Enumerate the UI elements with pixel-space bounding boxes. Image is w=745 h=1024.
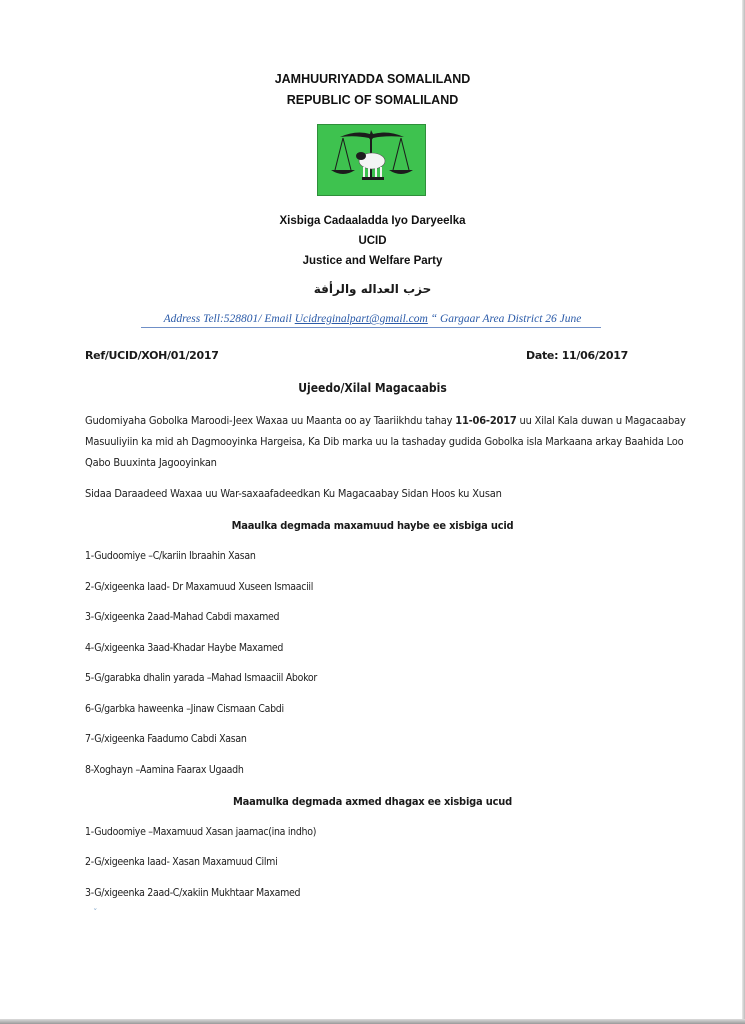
reference-number: Ref/UCID/XOH/01/2017: [85, 349, 219, 362]
scales-of-justice-with-lamb-icon: [318, 125, 425, 195]
party-name-arabic: حزب العداله والرأفة: [313, 282, 432, 296]
section-1-title: Maaulka degmada maxamuud haybe ee xisbiga ucid: [231, 519, 514, 532]
header-english: REPUBLIC OF SOMALILAND: [286, 93, 459, 107]
header-somali: JAMHUURIYADDA SOMALILAND: [274, 72, 471, 86]
party-name-english: Justice and Welfare Party: [302, 255, 443, 267]
subject-title: Ujeedo/Xilal Magacaabis: [298, 381, 447, 395]
list-item: 2-G/xigeenka Iaad- Dr Maxamuud Xuseen Ismaaciil: [85, 581, 314, 593]
section-2-title: Maamulka degmada axmed dhagax ee xisbiga ucud: [233, 795, 512, 808]
list-item: 1-Gudoomiye –C/kariin Ibraahin Xasan: [85, 550, 256, 562]
list-item: 2-G/xigeenka Iaad- Xasan Maxamuud Cilmi: [85, 856, 278, 868]
scan-speck: ˇ: [93, 908, 98, 919]
page-edge-bottom: [0, 1019, 745, 1024]
list-item: 4-G/xigeenka 3aad-Khadar Haybe Maxamed: [85, 642, 284, 654]
intro-line-3: Qabo Buuxinta Jagooyinkan: [85, 456, 217, 469]
intro-line-1: [85, 414, 686, 427]
list-item: 3-G/xigeenka 2aad-C/xakiin Mukhtaar Maxamed: [85, 887, 301, 899]
party-name-somali: Xisbiga Cadaaladda Iyo Daryeelka: [279, 215, 466, 227]
document-date: Date: 11/06/2017: [526, 349, 628, 362]
list-item: 5-G/garabka dhalin yarada –Mahad Ismaaciil Abokor: [85, 672, 317, 684]
list-item: 3-G/xigeenka 2aad-Mahad Cabdi maxamed: [85, 611, 280, 623]
address-line: [0, 313, 745, 325]
email-link[interactable]: Ucidreginalpart@gmail.com: [294, 313, 428, 325]
address-prefix: Address Tell:528801/ Email: [163, 313, 295, 325]
intro-text-2: uu Xilal Kala duwan u Magacaabay: [516, 414, 686, 427]
party-acronym: UCID: [358, 235, 387, 247]
intro-line-2: Masuuliyiin ka mid ah Dagmooyinka Hargeisa, Ka Dib marka uu la tashaday gudida Gobolka isla Markaana arkay Baahida Loo: [85, 435, 684, 448]
list-item: 7-G/xigeenka Faadumo Cabdi Xasan: [85, 733, 247, 745]
list-item: 8-Xoghayn –Aamina Faarax Ugaadh: [85, 764, 244, 776]
lead-sentence: Sidaa Daraadeed Waxaa uu War-saxaafadeedkan Ku Magacaabay Sidan Hoos ku Xusan: [85, 487, 502, 500]
address-underline: [141, 327, 601, 328]
address-suffix: “ Gargaar Area District 26 June: [427, 313, 582, 325]
intro-text-1: Gudomiyaha Gobolka Maroodi-Jeex Waxaa uu Maanta oo ay Taariikhdu tahay: [85, 414, 456, 427]
list-item: 6-G/garbka haweenka –Jinaw Cismaan Cabdi: [85, 703, 284, 715]
intro-date: 11-06-2017: [455, 414, 517, 427]
party-logo: [317, 124, 426, 196]
list-item: 1-Gudoomiye –Maxamuud Xasan jaamac(ina indho): [85, 826, 317, 838]
